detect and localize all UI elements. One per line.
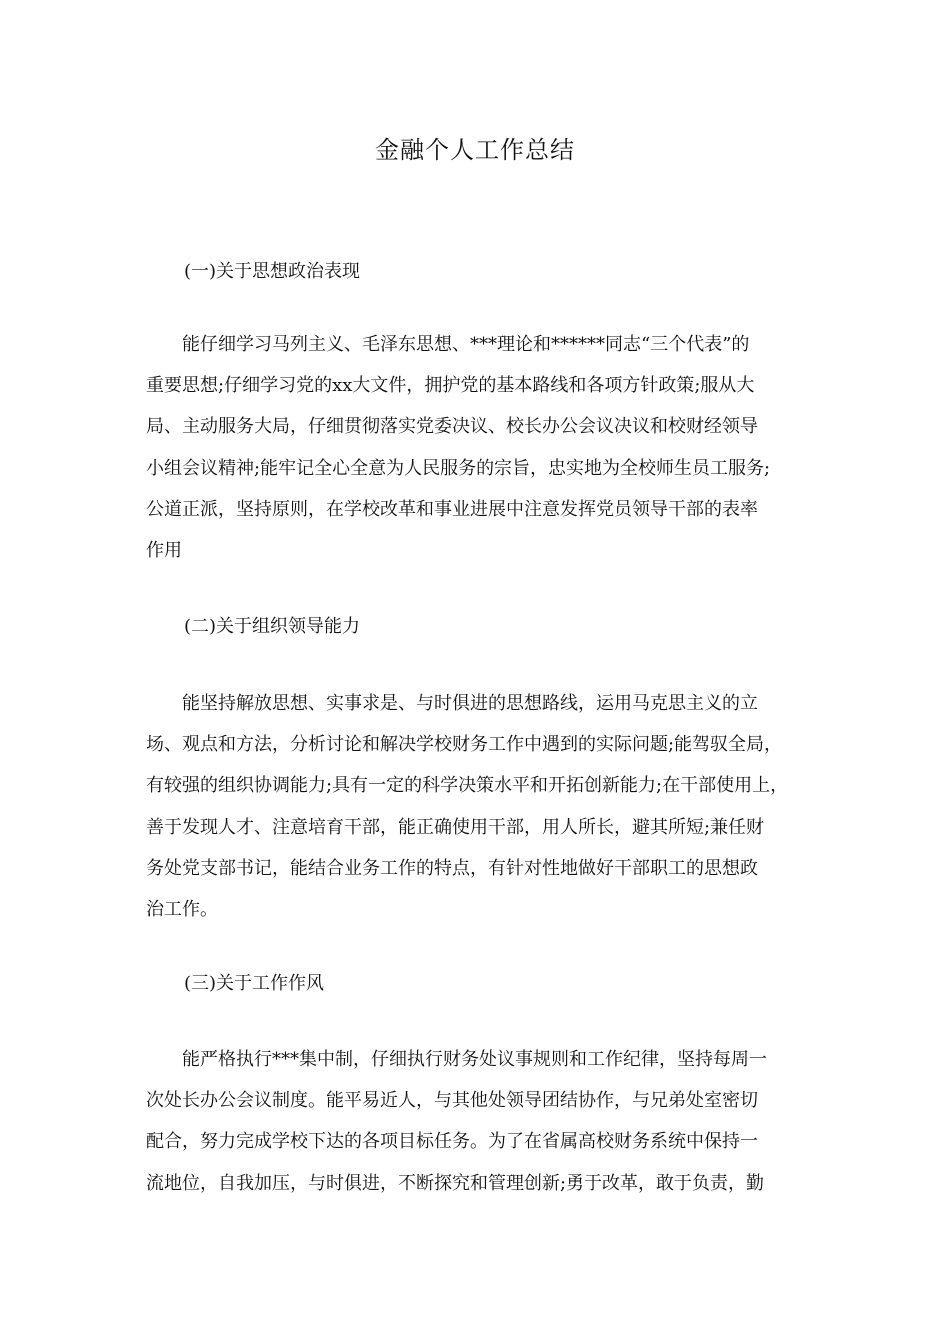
document-title: 金融个人工作总结	[375, 136, 575, 164]
paragraph-line: 局、主动服务大局，仔细贯彻落实党委决议、校长办公会议决议和校财经领导	[146, 416, 758, 438]
paragraph-line: 场、观点和方法，分析讨论和解决学校财务工作中遇到的实际问题;能驾驭全局，	[146, 734, 783, 756]
paragraph-line: 流地位，自我加压，与时俱进，不断探究和管理创新;勇于改革，敢于负责，勤	[146, 1172, 765, 1194]
paragraph-line: 能严格执行***集中制，仔细执行财务处议事规则和工作纪律，坚持每周一	[146, 1049, 767, 1070]
section-heading-1: (一)关于思想政治表现	[184, 261, 361, 282]
paragraph-line: 作用	[146, 539, 182, 561]
section-paragraph-1	[146, 324, 836, 571]
paragraph-line: 次处长办公会议制度。能平易近人，与其他处领导团结协作，与兄弟处室密切	[146, 1090, 758, 1112]
section-heading-2: (二)关于组织领导能力	[184, 616, 361, 637]
paragraph-line: 有较强的组织协调能力;具有一定的科学决策水平和开拓创新能力;在干部使用上，	[146, 775, 789, 797]
paragraph-line: 治工作。	[146, 898, 218, 920]
paragraph-line: 小组会议精神;能牢记全心全意为人民服务的宗旨，忠实地为全校师生员工服务;	[146, 457, 771, 479]
section-heading-3: (三)关于工作作风	[184, 973, 325, 994]
paragraph-line: 能坚持解放思想、实事求是、与时俱进的思想路线，运用马克思主义的立	[146, 693, 758, 714]
section-paragraph-2	[146, 683, 836, 930]
paragraph-line: 善于发现人才、注意培育干部，能正确使用干部，用人所长，避其所短;兼任财	[146, 816, 765, 838]
paragraph-line: 务处党支部书记，能结合业务工作的特点，有针对性地做好干部职工的思想政	[146, 857, 758, 879]
section-paragraph-3	[146, 1039, 836, 1204]
paragraph-line: 重要思想;仔细学习党的xx大文件，拥护党的基本路线和各项方针政策;服从大	[146, 375, 755, 397]
paragraph-line: 能仔细学习马列主义、毛泽东思想、***理论和******同志“三个代表”的	[146, 334, 750, 355]
paragraph-line: 配合，努力完成学校下达的各项目标任务。为了在省属高校财务系统中保持一	[146, 1131, 758, 1153]
paragraph-line: 公道正派，坚持原则，在学校改革和事业进展中注意发挥党员领导干部的表率	[146, 498, 758, 520]
